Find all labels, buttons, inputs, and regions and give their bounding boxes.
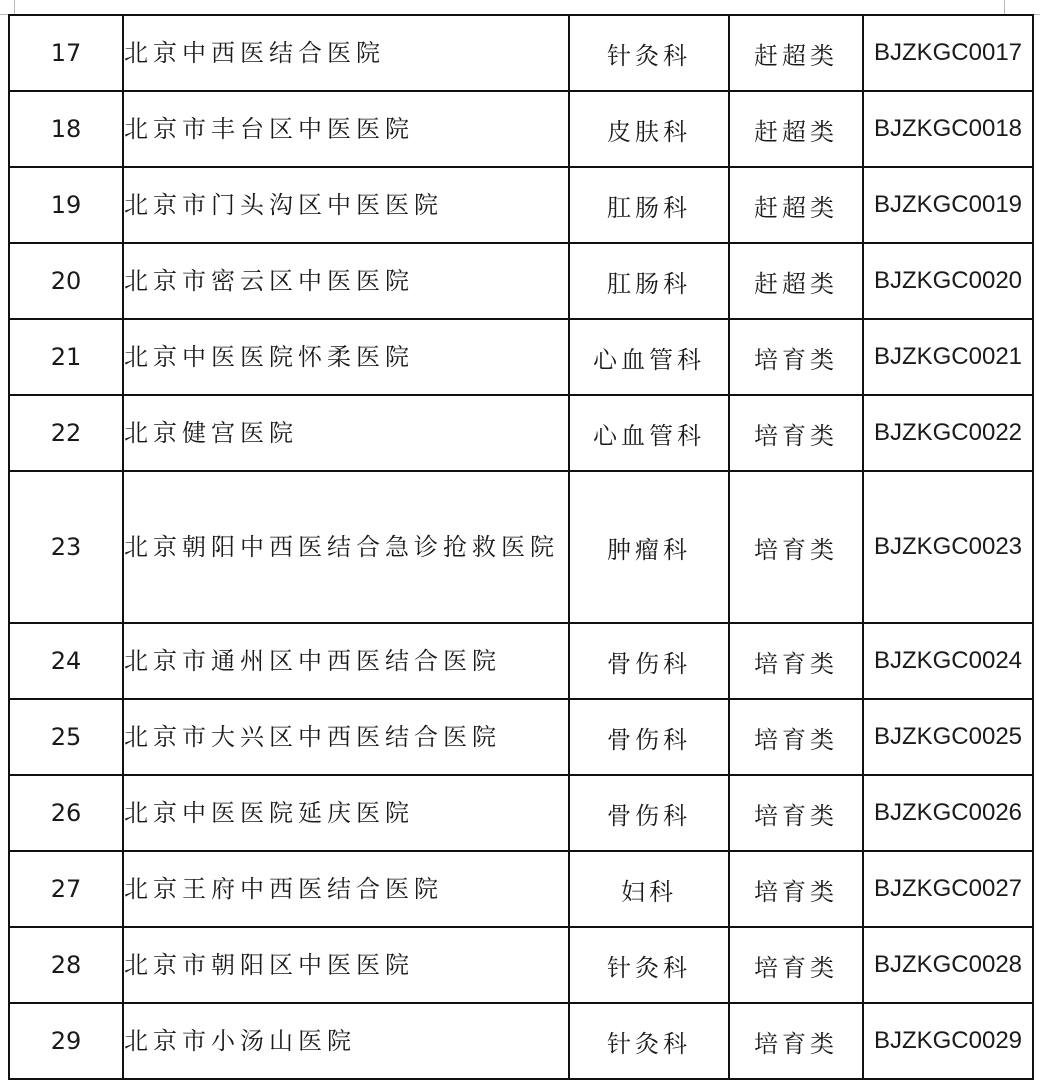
row-number: 29 (9, 1003, 123, 1079)
category: 培育类 (729, 851, 863, 927)
category: 培育类 (729, 699, 863, 775)
hospital-name: 北京健宫医院 (123, 395, 569, 471)
department: 妇科 (569, 851, 729, 927)
row-number: 19 (9, 167, 123, 243)
project-code: BJZKGC0019 (863, 167, 1033, 243)
project-code: BJZKGC0029 (863, 1003, 1033, 1079)
department: 心血管科 (569, 319, 729, 395)
page-corner-mark-left (0, 0, 15, 15)
department: 肿瘤科 (569, 471, 729, 623)
hospital-name: 北京市通州区中西医结合医院 (123, 623, 569, 699)
row-number: 18 (9, 91, 123, 167)
hospital-name: 北京朝阳中西医结合急诊抢救医院 (123, 471, 569, 623)
table-row (9, 395, 1033, 471)
department: 针灸科 (569, 927, 729, 1003)
table-row (9, 243, 1033, 319)
hospital-name: 北京市丰台区中医医院 (123, 91, 569, 167)
row-number: 27 (9, 851, 123, 927)
category: 培育类 (729, 319, 863, 395)
table-row (9, 319, 1033, 395)
hospital-name: 北京市小汤山医院 (123, 1003, 569, 1079)
category: 培育类 (729, 395, 863, 471)
department: 针灸科 (569, 15, 729, 91)
table-row (9, 167, 1033, 243)
hospital-name: 北京市朝阳区中医医院 (123, 927, 569, 1003)
table-row (9, 623, 1033, 699)
project-code: BJZKGC0027 (863, 851, 1033, 927)
page-corner-mark-right (1004, 0, 1040, 15)
row-number: 22 (9, 395, 123, 471)
project-code: BJZKGC0022 (863, 395, 1033, 471)
hospital-name: 北京王府中西医结合医院 (123, 851, 569, 927)
category: 培育类 (729, 623, 863, 699)
project-code: BJZKGC0024 (863, 623, 1033, 699)
project-code: BJZKGC0020 (863, 243, 1033, 319)
category: 赶超类 (729, 15, 863, 91)
category: 赶超类 (729, 167, 863, 243)
row-number: 24 (9, 623, 123, 699)
department: 肛肠科 (569, 167, 729, 243)
table-row (9, 471, 1033, 623)
department: 心血管科 (569, 395, 729, 471)
department: 骨伤科 (569, 775, 729, 851)
table-row (9, 699, 1033, 775)
table-row (9, 91, 1033, 167)
project-code: BJZKGC0018 (863, 91, 1033, 167)
table-row (9, 1003, 1033, 1079)
table-row (9, 927, 1033, 1003)
project-code: BJZKGC0028 (863, 927, 1033, 1003)
hospital-name: 北京中医医院怀柔医院 (123, 319, 569, 395)
row-number: 23 (9, 471, 123, 623)
department: 骨伤科 (569, 699, 729, 775)
row-number: 17 (9, 15, 123, 91)
table-row (9, 775, 1033, 851)
hospital-name: 北京中医医院延庆医院 (123, 775, 569, 851)
category: 赶超类 (729, 91, 863, 167)
row-number: 20 (9, 243, 123, 319)
category: 培育类 (729, 1003, 863, 1079)
table-row (9, 851, 1033, 927)
hospital-name: 北京中西医结合医院 (123, 15, 569, 91)
hospital-list-table (8, 14, 1034, 1080)
table-row (9, 15, 1033, 91)
row-number: 25 (9, 699, 123, 775)
hospital-name: 北京市密云区中医医院 (123, 243, 569, 319)
project-code: BJZKGC0023 (863, 471, 1033, 623)
department: 肛肠科 (569, 243, 729, 319)
row-number: 28 (9, 927, 123, 1003)
department: 针灸科 (569, 1003, 729, 1079)
department: 皮肤科 (569, 91, 729, 167)
department: 骨伤科 (569, 623, 729, 699)
category: 赶超类 (729, 243, 863, 319)
hospital-name: 北京市大兴区中西医结合医院 (123, 699, 569, 775)
row-number: 21 (9, 319, 123, 395)
project-code: BJZKGC0026 (863, 775, 1033, 851)
row-number: 26 (9, 775, 123, 851)
category: 培育类 (729, 775, 863, 851)
project-code: BJZKGC0017 (863, 15, 1033, 91)
project-code: BJZKGC0021 (863, 319, 1033, 395)
hospital-name: 北京市门头沟区中医医院 (123, 167, 569, 243)
category: 培育类 (729, 471, 863, 623)
category: 培育类 (729, 927, 863, 1003)
project-code: BJZKGC0025 (863, 699, 1033, 775)
